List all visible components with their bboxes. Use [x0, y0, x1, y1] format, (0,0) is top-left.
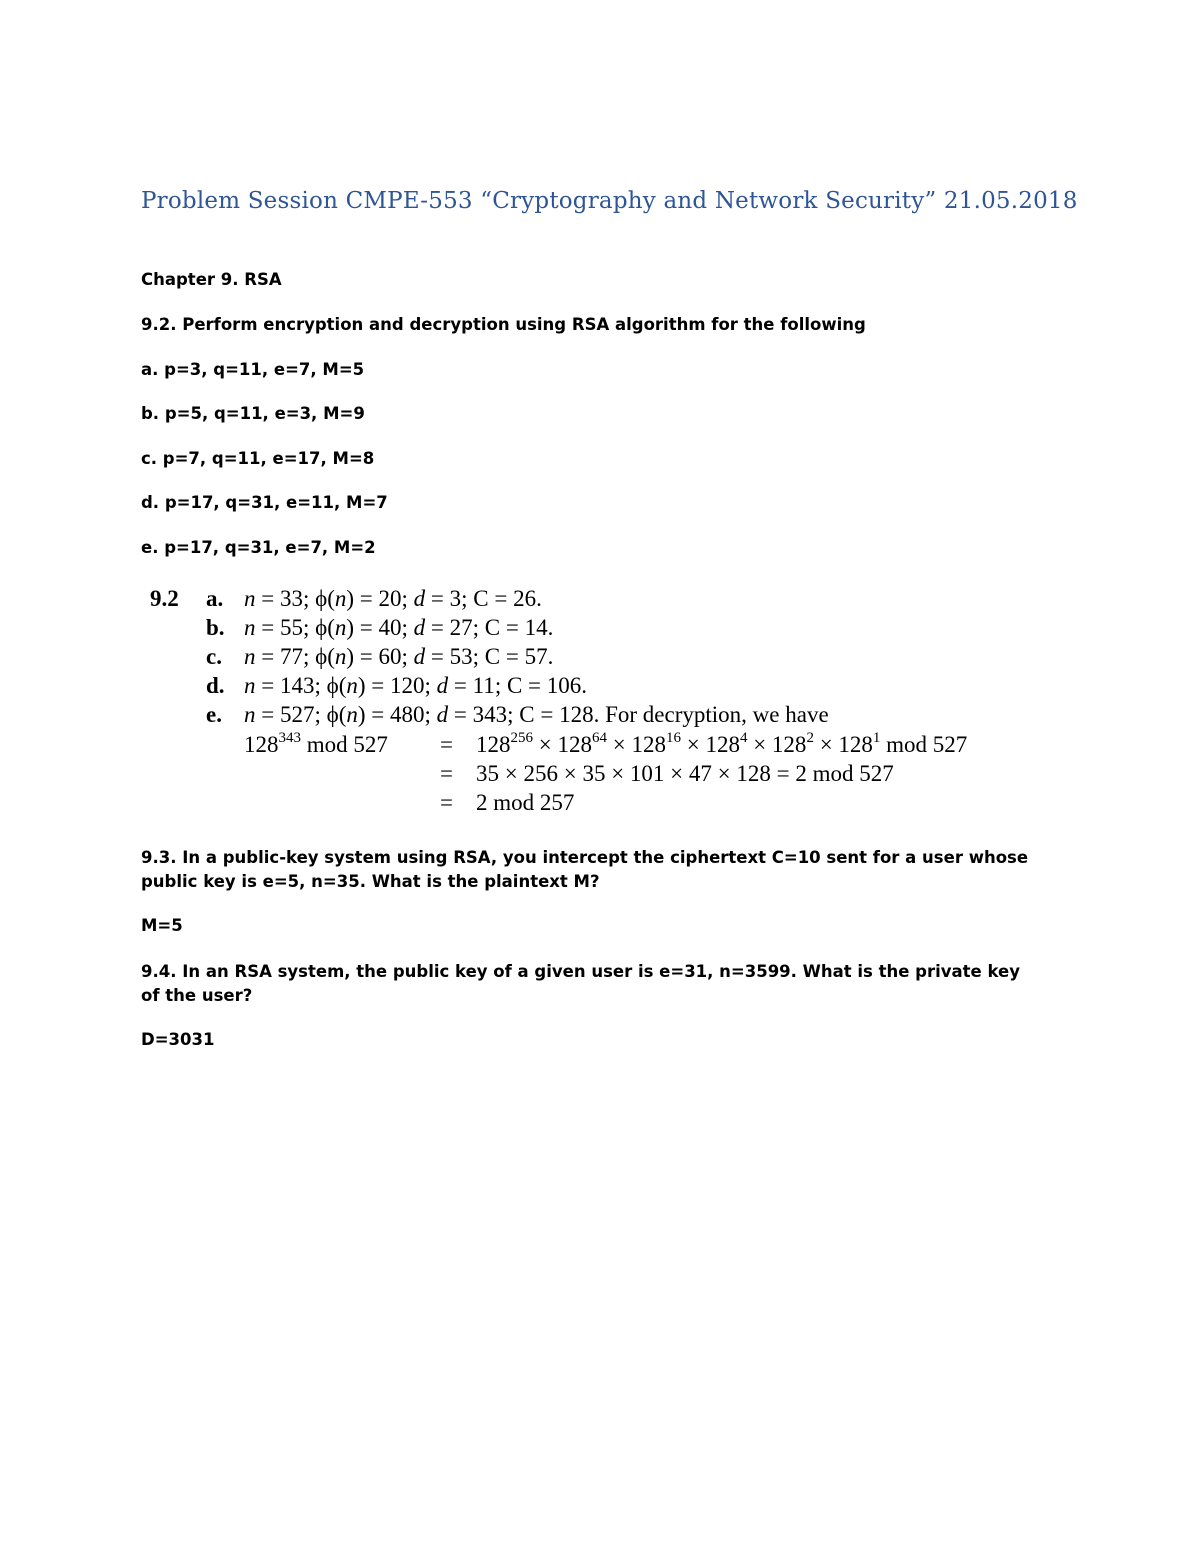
- question-9-4-answer: D=3031: [141, 1030, 215, 1049]
- solution-letter: a.: [206, 586, 224, 611]
- document-title: Problem Session CMPE-553 “Cryptography and Network Security” 21.05.2018: [141, 188, 1078, 214]
- equals-sign: =: [440, 761, 453, 786]
- solution-letter: d.: [206, 673, 225, 698]
- question-9-2-prompt: 9.2. Perform encryption and decryption using RSA algorithm for the following: [141, 315, 866, 334]
- solution-values: n = 527; ϕ(n) = 480; d = 343; C = 128. For decryption, we have: [244, 702, 829, 727]
- solution-values: n = 77; ϕ(n) = 60; d = 53; C = 57.: [244, 644, 554, 669]
- solution-letter: b.: [206, 615, 225, 640]
- question-9-2-item-d: d. p=17, q=31, e=11, M=7: [141, 493, 388, 512]
- question-9-2-item-e: e. p=17, q=31, e=7, M=2: [141, 538, 376, 557]
- solution-label: 9.2: [150, 586, 179, 611]
- decryption-rhs-2: 35 × 256 × 35 × 101 × 47 × 128 = 2 mod 527: [476, 761, 894, 786]
- question-9-2-item-c: c. p=7, q=11, e=17, M=8: [141, 449, 375, 468]
- solution-values: n = 33; ϕ(n) = 20; d = 3; C = 26.: [244, 586, 542, 611]
- solution-letter: c.: [206, 644, 222, 669]
- question-9-2-item-a: a. p=3, q=11, e=7, M=5: [141, 360, 365, 379]
- decryption-rhs-1: $128^{256} \times 128^{64} \times 128^{16} \times 128^4 \times 128^2 \times 128^1$ mod 527: [476, 730, 968, 757]
- solution-letter: e.: [206, 702, 222, 727]
- question-9-4-prompt: 9.4. In an RSA system, the public key of a given user is e=31, n=3599. What is the private key of the user?: [141, 962, 1020, 1005]
- solution-values: n = 143; ϕ(n) = 120; d = 11; C = 106.: [244, 673, 588, 698]
- question-9-2-item-b: b. p=5, q=11, e=3, M=9: [141, 404, 365, 423]
- question-9-3-answer: M=5: [141, 916, 183, 935]
- decryption-note: For decryption, we have: [605, 702, 829, 727]
- equals-sign: =: [440, 732, 453, 757]
- chapter-heading: Chapter 9. RSA: [141, 270, 282, 289]
- question-9-3-prompt: 9.3. In a public-key system using RSA, you intercept the ciphertext C=10 sent for a user whose public key is e=5, n=35. What is the plaintext M?: [141, 848, 1029, 891]
- solution-9-2-block: [150, 586, 1050, 821]
- solution-values: n = 55; ϕ(n) = 40; d = 27; C = 14.: [244, 615, 554, 640]
- decryption-rhs-3: 2 mod 257: [476, 790, 575, 815]
- decryption-lhs: $128^{343}$ mod 527: [244, 730, 388, 757]
- equals-sign: =: [440, 790, 453, 815]
